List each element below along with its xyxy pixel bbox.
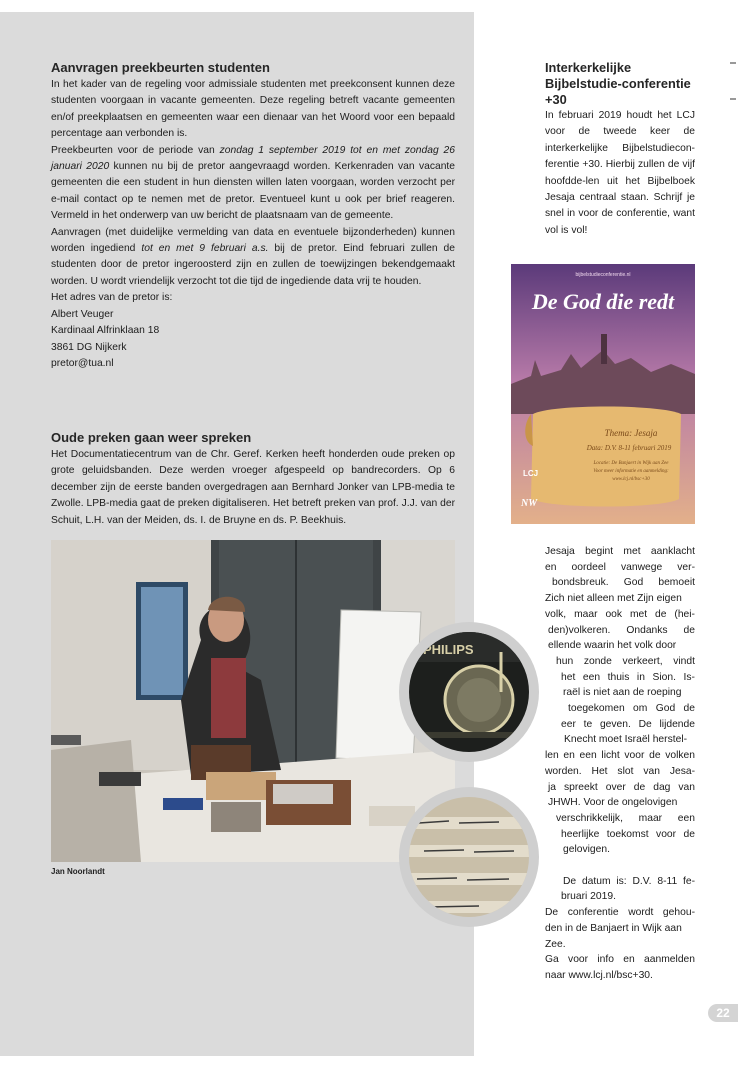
sidebar-line: JHWH. Voor de ongelovigen [548, 797, 678, 809]
poster-thema: Thema: Jesaja [604, 428, 658, 438]
photo-caption: Jan Noorlandt [51, 867, 105, 876]
address-intro: Het adres van de pretor is: [51, 292, 173, 304]
sidebar-line: het een thuis in Sion. Is- [561, 671, 695, 683]
sidebar-line: De conferentie wordt gehou- [545, 907, 695, 919]
paragraph: Preekbeurten voor de periode van zondag 1 september 2019 tot en met zondag 26 januari 2020 kunnen nu bij de pretor aangevraagd worden. Kerkenraden van vacante gemeenten die een student in hun diensten willen laten voorgaan, worden verzocht per e-mail contact op te nemen met de pretor. Eventueel kunt u ook per brief reageren. Vermeld in het onderwerp van uw bericht de plaatsnaam van de gemeente. [51, 144, 456, 222]
poster-data: Data: D.V. 8-11 februari 2019 [586, 444, 672, 452]
sidebar-paragraph: In februari 2019 houdt het LCJ voor de tweede keer de interkerkelijke Bijbelstudiecon-ferentie +30. Hierbij zullen de vijf hoofdde-len uit het Bijbelboek Jesaja centraal staan. Schrijf je snel in voor de conferentie, want vol is vol! [545, 110, 695, 236]
sidebar-line: bondsbreuk. God bemoeit [552, 577, 695, 589]
tape-labels-image [409, 797, 529, 917]
sidebar-line: heerlijke toekomst voor de [561, 828, 695, 840]
sidebar-line: Knecht moet Israël herstel- [564, 734, 688, 746]
sidebar-line: eer te geven. De lijdende [561, 718, 695, 730]
paragraph: In het kader van de regeling voor admissiale studenten met preekconsent kunnen deze studenten voorgaan in vacante gemeenten. Deze regeling betreft vacante gemeenten en/of preekplaatsen en gemeenten waar een dienaar van het Woord voor een bepaald percentage aan verbonden is. [51, 79, 455, 140]
photo-man-with-tape-recorders [51, 540, 455, 862]
poster-url2: www.lcj.nl/bsc+30 [612, 477, 650, 482]
address-email: pretor@tua.nl [51, 357, 114, 369]
sidebar-line: gelovigen. [563, 844, 610, 856]
poster-info: Voor meer informatie en aanmelding: [593, 469, 669, 474]
poster-image [511, 264, 695, 524]
sidebar-line: volk, maar ook met de (hei- [545, 608, 695, 620]
sidebar-conferentie [545, 60, 695, 239]
poster-locatie: Locatie: De Banjaert in Wijk aan Zee [593, 461, 669, 466]
conference-poster [511, 264, 695, 524]
sidebar-heading: Interkerkelijke Bijbelstudie-conferentie +30 [545, 60, 691, 107]
sidebar-line: len en een licht voor de volken [545, 750, 695, 762]
address-city: 3861 DG Nijkerk [51, 341, 127, 353]
sidebar-line: raël is niet aan de roeping [563, 687, 682, 699]
circle-photo-tape-labels [399, 787, 539, 927]
address-name: Albert Veuger [51, 308, 114, 320]
sidebar-line: ja spreekt over de dag van [548, 781, 695, 793]
sidebar-line: en oordeel vanwege ver- [545, 561, 695, 573]
poster-title: De God die redt [531, 289, 675, 314]
sidebar-line: worden. Het slot van Jesa- [545, 765, 695, 777]
sidebar-line: Jesaja begint met aanklacht [545, 546, 695, 557]
poster-logo-nw: NW [521, 498, 538, 509]
sidebar-line: Zich niet alleen met Zijn eigen [545, 593, 682, 605]
tape-reel-image [409, 632, 529, 752]
article-preekbeurten [51, 60, 455, 372]
article-heading: Oude preken gaan weer spreken [51, 430, 252, 445]
circle-photo-tape-reel [399, 622, 539, 762]
sidebar-line: Ga voor info en aanmelden [545, 954, 695, 966]
sidebar-line: De datum is: D.V. 8-11 fe- [563, 875, 695, 887]
sidebar-line: verschrikkelijk, maar een [556, 812, 695, 824]
sidebar-line: naar www.lcj.nl/bsc+30. [545, 969, 653, 981]
sidebar-line: den in de Banjaert in Wijk aan [545, 922, 682, 934]
sidebar-line: bruari 2019. [561, 891, 616, 903]
reel-brand-text: PHILIPS [423, 642, 474, 657]
address-street: Kardinaal Alfrinklaan 18 [51, 325, 160, 337]
poster-url: bijbelstudieconferentie.nl [575, 272, 631, 278]
article-heading: Aanvragen preekbeurten studenten [51, 60, 270, 75]
edge-mark [730, 62, 736, 64]
paragraph: Aanvragen (met duidelijke vermelding van data en eventuele bijzonderheden) kunnen worden ingediend tot en met 9 februari a.s. bij de pretor. Eind februari zullen de studenten door de pretor ingeroosterd zijn en zullen de toewijzingen bekendgemaakt worden. U wordt vriendelijk verzocht tot die tijd de ingediende data vrij te houden. [51, 226, 456, 287]
sidebar-line: ellende waarin het volk door [548, 640, 677, 652]
article-oude-preken [51, 430, 455, 529]
photo-illustration [51, 540, 455, 862]
paragraph: Het Documentatiecentrum van de Chr. Geref. Kerken heeft honderden oude preken op grote geluidsbanden. Deze werden vroeger afgespeeld op bandrecorders. Op 6 december zijn de eerste banden overgedragen aan Bernhard Jonker van LPB-media te Zwolle. LPB-media gaat de preken digitaliseren. Het betreft preken van prof. J.J. van der Schuit, L.H. van der Meiden, ds. I. de Bruyne en ds. P. Beekhuis. [51, 449, 455, 526]
sidebar-line: toegekomen om God de [568, 703, 695, 714]
sidebar-line: Zee. [545, 938, 566, 950]
sidebar-line: den)volkeren. Ondanks de [548, 624, 695, 636]
poster-logo-lcj: LCJ [523, 469, 539, 478]
edge-mark [730, 98, 736, 100]
page-number: 22 [708, 1004, 738, 1022]
sidebar-line: hun zonde verkeert, vindt [556, 655, 695, 667]
